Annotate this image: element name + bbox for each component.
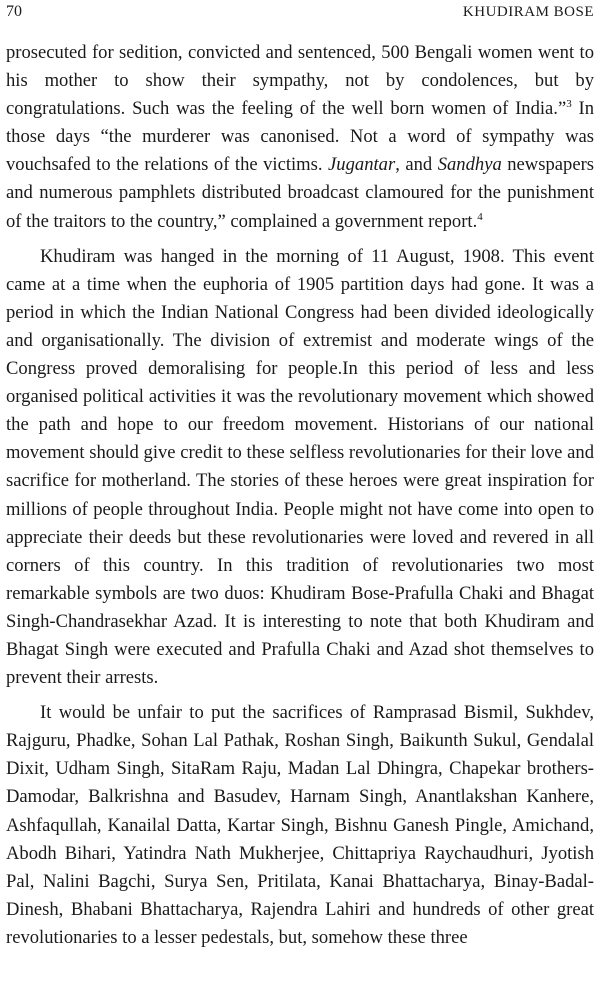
paragraph-2: Khudiram was hanged in the morning of 11 August, 1908. This event came at a time when the euphoria of 1905 partition days had gone. It was a period in which the Indian National Congress had been divided ideologically and organisationally. The division of extremist and moderate wings of the Congress proved demoralising for people.In this period of less and less organised political activities it was the revolutionary movement which showed the path and hope to our freedom movement. Historians of our national movement should give credit to these selfless revolutionaries for their love and sacrifice for motherland. The stories of these heroes were great inspiration for millions of people throughout India. People might not have come into open to appreciate their deeds but these revolutionaries were loved and revered in all corners of this country. In this tradition of revolutionaries two most remarkable symbols are two duos: Khudiram Bose-Prafulla Chaki and Bhagat Singh-Chandrasekhar Azad. It is interesting to note that both Khudiram and Bhagat Singh were executed and Prafulla Chaki and Azad shot themselves to prevent their arrests. xyxy=(6,245,594,689)
paragraph-1-text-b: In those days “the murderer was canonised. Not a word of sympathy was vouchsafed to the relations of the victims. xyxy=(6,98,594,176)
page-header xyxy=(6,2,594,22)
footnote-ref-3: 3 xyxy=(566,98,572,110)
newspaper-sandhya: Sandhya xyxy=(437,154,502,176)
paragraph-1 xyxy=(6,39,594,236)
body-text xyxy=(6,39,594,952)
paragraph-3: It would be unfair to put the sacrifices of Ramprasad Bismil, Sukhdev, Rajguru, Phadke, Sohan Lal Pathak, Roshan Singh, Baikunth Sukul, Gendalal Dixit, Udham Singh, SitaRam Raju, Madan Lal Dhingra, Chapekar brothers- Damodar, Balkrishna and Basudev, Harnam Singh, Anantlakshan Kanhere, Ashfaqullah, Kanailal Datta, Kartar Singh, Bishnu Ganesh Pingle, Amichand, Abodh Bihari, Yatindra Nath Mukherjee, Chittapriya Raychaudhuri, Jyotish Pal, Nalini Bagchi, Surya Sen, Pritilata, Kanai Bhattacharya, Binay-Badal-Dinesh, Bhabani Bhattacharya, Rajendra Lahiri and hundreds of other great revolutionaries to a lesser pedestals, but, somehow these three xyxy=(6,702,594,948)
footnote-ref-4: 4 xyxy=(477,210,483,223)
paragraph-1-text-d: newspapers and numerous pamphlets distributed broadcast clamoured for the punishment of the traitors to the country,” complained a government report. xyxy=(6,154,594,232)
paragraph-1-text-c: , and xyxy=(395,154,438,176)
paragraph-1-text-a: prosecuted for sedition, convicted and sentenced, 500 Bengali women went to his mother to show their sympathy, not by condolences, but by congratulations. Such was the feeling of the well born women of India.” xyxy=(6,42,594,120)
running-title: KHUDIRAM BOSE xyxy=(462,4,594,20)
newspaper-jugantar: Jugantar xyxy=(328,154,396,176)
page-number: 70 xyxy=(6,3,22,20)
